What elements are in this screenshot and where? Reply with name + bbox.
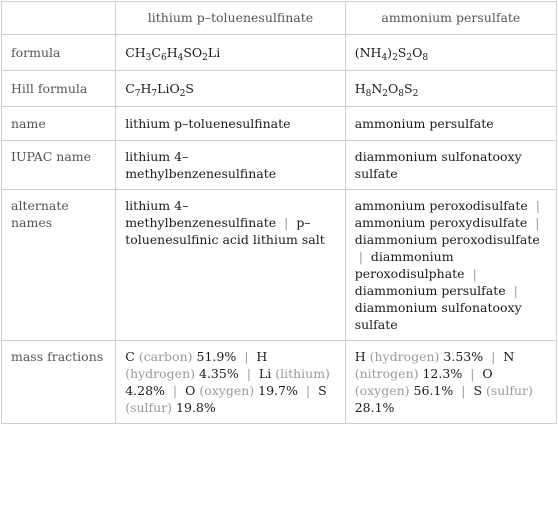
formula-part: Li	[207, 45, 221, 60]
alternate-name: diammonium peroxodisulphate	[354, 249, 465, 281]
formula-subscript: 2	[179, 89, 186, 99]
element-percent: 12.3%	[422, 366, 463, 381]
element-percent: 56.1%	[413, 383, 454, 398]
header-row	[2, 2, 557, 35]
formula-subscript: 2	[412, 89, 419, 99]
alternate-name: ammonium peroxydisulfate	[354, 215, 528, 230]
formula-part: S	[404, 81, 413, 96]
formula-subscript: 2	[382, 89, 389, 99]
element-percent: 19.8%	[176, 400, 216, 415]
separator: |	[491, 349, 496, 364]
formula-part: (NH	[354, 45, 382, 60]
element-symbol: H	[354, 349, 366, 364]
formula-subscript: 3	[145, 53, 152, 63]
element-percent: 19.7%	[258, 383, 298, 398]
formula-part: O	[412, 45, 423, 60]
element-percent: 51.9%	[196, 349, 237, 364]
formula-subscript: 4	[381, 53, 388, 63]
alternate-name: lithium 4–methylbenzenesulfinate	[125, 198, 277, 230]
element-symbol: S	[318, 383, 327, 398]
row-mass-fractions	[2, 341, 557, 424]
element-name: (lithium)	[275, 366, 330, 381]
element-percent: 4.35%	[199, 366, 239, 381]
mass-fractions-ammonium	[345, 341, 556, 424]
mass-fractions-lithium	[116, 341, 346, 424]
formula-part: H	[140, 81, 152, 96]
row-hill-formula	[2, 71, 557, 107]
element-percent: 3.53%	[443, 349, 484, 364]
name-lithium: lithium p–toluenesulfinate	[116, 107, 346, 141]
element-symbol: O	[482, 366, 493, 381]
iupac-lithium: lithium 4–methylbenzenesulfinate	[116, 141, 346, 190]
comparison-table	[1, 1, 557, 424]
row-label-name: name	[2, 107, 116, 141]
element-name: (sulfur)	[125, 400, 173, 415]
element-percent: 4.28%	[125, 383, 165, 398]
row-label-mass-fractions: mass fractions	[2, 341, 116, 424]
formula-ammonium	[345, 35, 556, 71]
separator: |	[305, 383, 311, 398]
formula-part: N	[371, 81, 383, 96]
separator: |	[472, 266, 477, 281]
row-formula	[2, 35, 557, 71]
separator: |	[461, 383, 466, 398]
element-name: (sulfur)	[486, 383, 533, 398]
element-symbol: C	[125, 349, 135, 364]
header-lithium-p-toluenesulfinate: lithium p–toluenesulfinate	[116, 2, 346, 35]
formula-part: C	[151, 45, 161, 60]
iupac-ammonium: diammonium sulfonatooxy sulfate	[345, 141, 556, 190]
formula-subscript: 6	[160, 53, 167, 63]
hill-formula-lithium	[116, 71, 346, 107]
name-ammonium: ammonium persulfate	[345, 107, 556, 141]
row-label-iupac-name: IUPAC name	[2, 141, 116, 190]
separator: |	[172, 383, 178, 398]
header-ammonium-persulfate: ammonium persulfate	[345, 2, 556, 35]
row-alternate-names	[2, 190, 557, 341]
alt-names-ammonium	[345, 190, 556, 341]
element-name: (carbon)	[138, 349, 193, 364]
element-symbol: H	[256, 349, 268, 364]
element-symbol: Li	[258, 366, 272, 381]
separator: |	[535, 215, 540, 230]
separator: |	[246, 366, 251, 381]
formula-subscript: 2	[392, 53, 398, 63]
alternate-name: diammonium peroxodisulfate	[354, 232, 540, 247]
element-name: (nitrogen)	[354, 366, 419, 381]
separator: |	[284, 215, 289, 230]
row-label-hill-formula: Hill formula	[2, 71, 116, 107]
alternate-name: diammonium persulfate	[354, 283, 506, 298]
formula-part: SO	[183, 45, 203, 60]
formula-subscript: 2	[406, 53, 413, 63]
alternate-name: p–toluenesulfinic acid lithium salt	[125, 215, 325, 247]
formula-part: H	[354, 81, 366, 96]
element-name: (oxygen)	[199, 383, 255, 398]
element-name: (hydrogen)	[125, 366, 196, 381]
element-percent: 28.1%	[354, 400, 395, 415]
row-name	[2, 107, 557, 141]
alternate-name: ammonium peroxodisulfate	[354, 198, 528, 213]
separator: |	[244, 349, 249, 364]
separator: |	[470, 366, 475, 381]
formula-part: O	[388, 81, 399, 96]
formula-part: )	[387, 45, 393, 60]
alt-names-lithium	[116, 190, 346, 341]
formula-subscript: 8	[398, 89, 405, 99]
header-blank	[2, 2, 116, 35]
element-name: (hydrogen)	[369, 349, 440, 364]
formula-part: C	[125, 81, 135, 96]
alternate-name: diammonium sulfonatooxy sulfate	[354, 300, 522, 332]
hill-formula-ammonium	[345, 71, 556, 107]
formula-subscript: 7	[151, 89, 158, 99]
separator: |	[358, 249, 363, 264]
row-iupac-name	[2, 141, 557, 190]
formula-part: CH	[125, 45, 146, 60]
element-symbol: S	[473, 383, 483, 398]
separator: |	[513, 283, 518, 298]
formula-subscript: 2	[202, 53, 208, 63]
element-symbol: O	[185, 383, 196, 398]
element-symbol: N	[503, 349, 515, 364]
formula-part: H	[166, 45, 178, 60]
formula-subscript: 7	[134, 89, 141, 99]
row-label-alternate-names: alternate names	[2, 190, 116, 341]
formula-subscript: 8	[365, 89, 372, 99]
formula-part: LiO	[157, 81, 180, 96]
formula-subscript: 4	[177, 53, 184, 63]
separator: |	[535, 198, 540, 213]
element-name: (oxygen)	[354, 383, 410, 398]
formula-lithium	[116, 35, 346, 71]
formula-part: S	[185, 81, 194, 96]
formula-subscript: 8	[422, 53, 429, 63]
formula-part: S	[397, 45, 407, 60]
row-label-formula: formula	[2, 35, 116, 71]
